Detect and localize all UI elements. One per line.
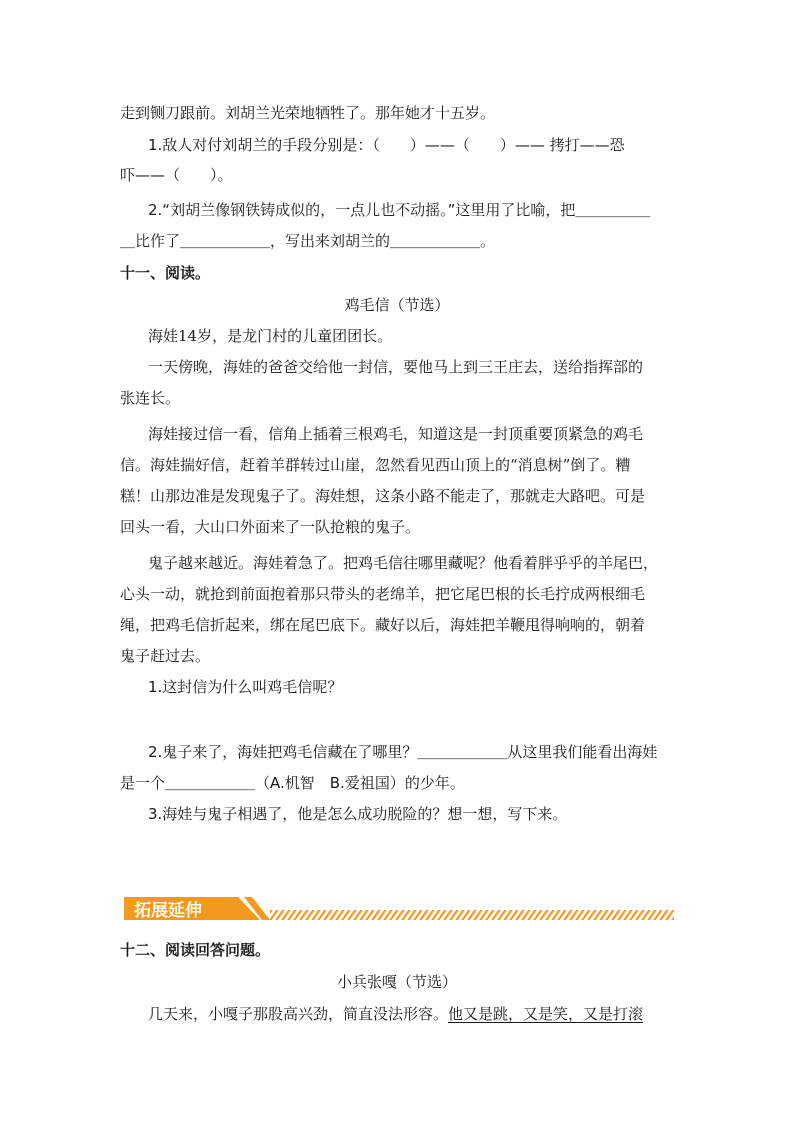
question-1-line-1: 1.敌人对付刘胡兰的手段分别是：（ ）——（ ）—— 拷打——恐: [148, 136, 625, 154]
paragraph-1-line-1: 海娃14岁，是龙门村的儿童团团长。: [148, 327, 393, 345]
paragraph-4-line-4: 鬼子赶过去。: [120, 647, 211, 665]
question-2-line-2: ＿比作了＿＿＿＿＿＿，写出来刘胡兰的＿＿＿＿＿＿。: [120, 232, 496, 250]
section-12-title: 小兵张嘎（节选）: [336, 973, 457, 991]
paragraph-3-line-3: 糕！山那边准是发现鬼子了。海娃想，这条小路不能走了，那就走大路吧。可是: [120, 487, 646, 505]
paragraph-4-line-3: 绳，把鸡毛信折起来，绑在尾巴底下。藏好以后，海娃把羊鞭甩得响响的，朝着: [120, 616, 646, 634]
passage-ending: 走到铡刀跟前。刘胡兰光荣地牺牲了。那年她才十五岁。: [120, 104, 496, 122]
paragraph-2-line-2: 张连长。: [120, 389, 181, 407]
section-11-question-2-line-1: 2.鬼子来了，海娃把鸡毛信藏在了哪里？＿＿＿＿＿＿从这里我们能看出海娃: [148, 743, 658, 761]
question-1-line-2: 吓——（ ）。: [120, 166, 233, 184]
extension-banner: [120, 893, 674, 927]
question-2-line-1: 2.“刘胡兰像钢铁铸成似的，一点儿也不动摇。”这里用了比喻，把＿＿＿＿＿: [148, 201, 651, 219]
section-12-heading: 十二、阅读回答问题。: [120, 941, 271, 959]
paragraph-3-line-2: 信。海娃揣好信，赶着羊群转过山崖，忽然看见西山顶上的“消息树”倒了。糟: [120, 456, 631, 474]
banner-hatch-bar: [270, 910, 674, 920]
section-11-title: 鸡毛信（节选）: [344, 296, 450, 314]
paragraph-3-line-4: 回头一看，大山口外面来了一队抢粮的鬼子。: [120, 518, 421, 536]
section-12-line-1-text: 几天来，小嘎子那股高兴劲，简直没法形容。: [148, 1005, 449, 1023]
section-11-question-2-line-2: 是一个＿＿＿＿＿＿（A.机智 B.爱祖国）的少年。: [120, 774, 465, 792]
section-12-underlined-text: 他又是跳，又是笑，又是打滚: [448, 1005, 644, 1023]
paragraph-3-line-1: 海娃接过信一看，信角上插着三根鸡毛，知道这是一封顶重要顶紧急的鸡毛: [148, 425, 644, 443]
section-11-heading: 十一、阅读。: [120, 264, 211, 282]
paragraph-2-line-1: 一天傍晚，海娃的爸爸交给他一封信，要他马上到三王庄去，送给指挥部的: [148, 358, 644, 376]
section-11-question-3: 3.海娃与鬼子相遇了，他是怎么成功脱险的？想一想，写下来。: [148, 805, 568, 823]
banner-label: 拓展延伸: [134, 901, 202, 921]
section-11-question-1: 1.这封信为什么叫鸡毛信呢？: [148, 678, 343, 696]
section-12-line-1: [148, 1004, 643, 1024]
paragraph-4-line-1: 鬼子越来越近。海娃着急了。把鸡毛信往哪里藏呢？他看着胖乎乎的羊尾巴，: [148, 554, 659, 572]
paragraph-4-line-2: 心头一动，就抢到前面抱着那只带头的老绵羊，把它尾巴根的长毛拧成两根细毛: [120, 585, 646, 603]
